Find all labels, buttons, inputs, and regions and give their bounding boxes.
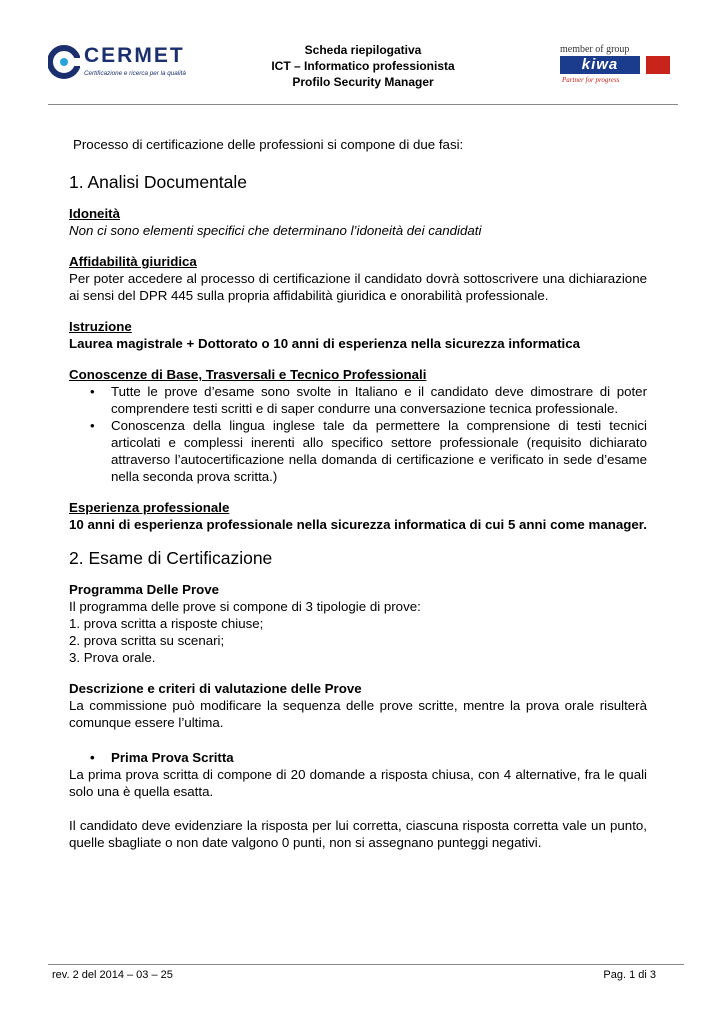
- idoneita-label: Idoneità: [69, 206, 120, 221]
- kiwa-bird-icon: [646, 56, 670, 74]
- page-number: Pag. 1 di 3: [603, 969, 656, 981]
- prima-prova-label: • Prima Prova Scritta: [69, 749, 647, 766]
- page-footer: [48, 964, 684, 981]
- section-2-title: 2. Esame di Certificazione: [69, 548, 273, 568]
- descrizione-section: [69, 680, 647, 731]
- programma-line: 2. prova scritta su scenari;: [69, 633, 225, 648]
- prima-prova-list: [69, 749, 647, 766]
- kiwa-logo: [560, 44, 676, 88]
- cermet-tagline: Certificazione e ricerca per la qualità: [84, 70, 186, 77]
- cermet-logo: [48, 40, 198, 86]
- section-1-title: 1. Analisi Documentale: [69, 172, 248, 192]
- conoscenze-label: Conoscenze di Base, Trasversali e Tecnico Professionali: [69, 367, 427, 382]
- idoneita-text: Non ci sono elementi specifici che determinano l’idoneità dei candidati: [69, 223, 482, 238]
- istruzione-label: Istruzione: [69, 319, 132, 334]
- esperienza-label: Esperienza professionale: [69, 500, 230, 515]
- cermet-logo-icon: [48, 42, 80, 82]
- intro-text: Processo di certificazione delle professioni si compone di due fasi:: [73, 137, 464, 152]
- conoscenze-section: [69, 366, 647, 485]
- istruzione-text: Laurea magistrale + Dottorato o 10 anni di esperienza nella sicurezza informatica: [69, 336, 580, 351]
- affidabilita-label: Affidabilità giuridica: [69, 254, 197, 269]
- kiwa-member-text: member of group: [560, 44, 630, 55]
- title-line: Profilo Security Manager: [292, 75, 434, 89]
- prima-prova-text: La prima prova scritta di compone di 20 domande a risposta chiusa, con 4 alternative, fra le quali solo una è quella esatta.: [69, 767, 647, 799]
- programma-label: Programma Delle Prove: [69, 582, 220, 597]
- programma-line: Il programma delle prove si compone di 3 tipologie di prove:: [69, 599, 421, 614]
- istruzione-section: [69, 318, 647, 352]
- prima-prova-scoring: Il candidato deve evidenziare la risposta per lui corretta, ciascuna risposta corretta vale un punto, quelle sbagliate o non date valgono 0 punti, non si assegnano punteggi negativi.: [69, 818, 647, 850]
- affidabilita-text: Per poter accedere al processo di certificazione il candidato dovrà sottoscrivere una dichiarazione ai sensi del DPR 445 sulla propria affidabilità giuridica e onorabilità professionale.: [69, 271, 647, 303]
- title-line: ICT – Informatico professionista: [271, 59, 455, 73]
- kiwa-slogan: Partner for progress: [562, 76, 620, 84]
- conoscenze-list: [69, 383, 647, 485]
- affidabilita-section: [69, 253, 647, 304]
- programma-line: 3. Prova orale.: [69, 650, 156, 665]
- kiwa-brand: kiwa: [560, 56, 640, 74]
- cermet-brand: CERMET: [84, 44, 185, 67]
- esperienza-text: 10 anni di esperienza professionale nella sicurezza informatica di cui 5 anni come manager.: [69, 517, 647, 532]
- programma-section: [69, 581, 647, 666]
- list-item: • Conoscenza della lingua inglese tale da permettere la comprensione di testi tecnici articolati e complessi inerenti allo specifico settore professionale (requisito dichiarato attraverso l’autocertificazione nella domanda di certificazione e verificato in sede d’esame nella seconda prova scritta.): [69, 417, 647, 485]
- document-body: [69, 136, 647, 865]
- idoneita-section: [69, 205, 647, 239]
- programma-line: 1. prova scritta a risposte chiuse;: [69, 616, 264, 631]
- list-item: • Tutte le prove d’esame sono svolte in Italiano e il candidato deve dimostrare di poter comprendere testi scritti e di saper condurre una conversazione tecnica professionale.: [69, 383, 647, 417]
- prima-prova-section: [69, 749, 647, 851]
- revision-text: rev. 2 del 2014 – 03 – 25: [52, 969, 173, 981]
- document-title: [208, 42, 518, 90]
- descrizione-label: Descrizione e criteri di valutazione delle Prove: [69, 681, 362, 696]
- title-line: Scheda riepilogativa: [304, 43, 422, 57]
- descrizione-text: La commissione può modificare la sequenza delle prove scritte, mentre la prova orale risulterà comunque essere l’ultima.: [69, 698, 647, 730]
- esperienza-section: [69, 499, 647, 533]
- page-header: [48, 40, 678, 105]
